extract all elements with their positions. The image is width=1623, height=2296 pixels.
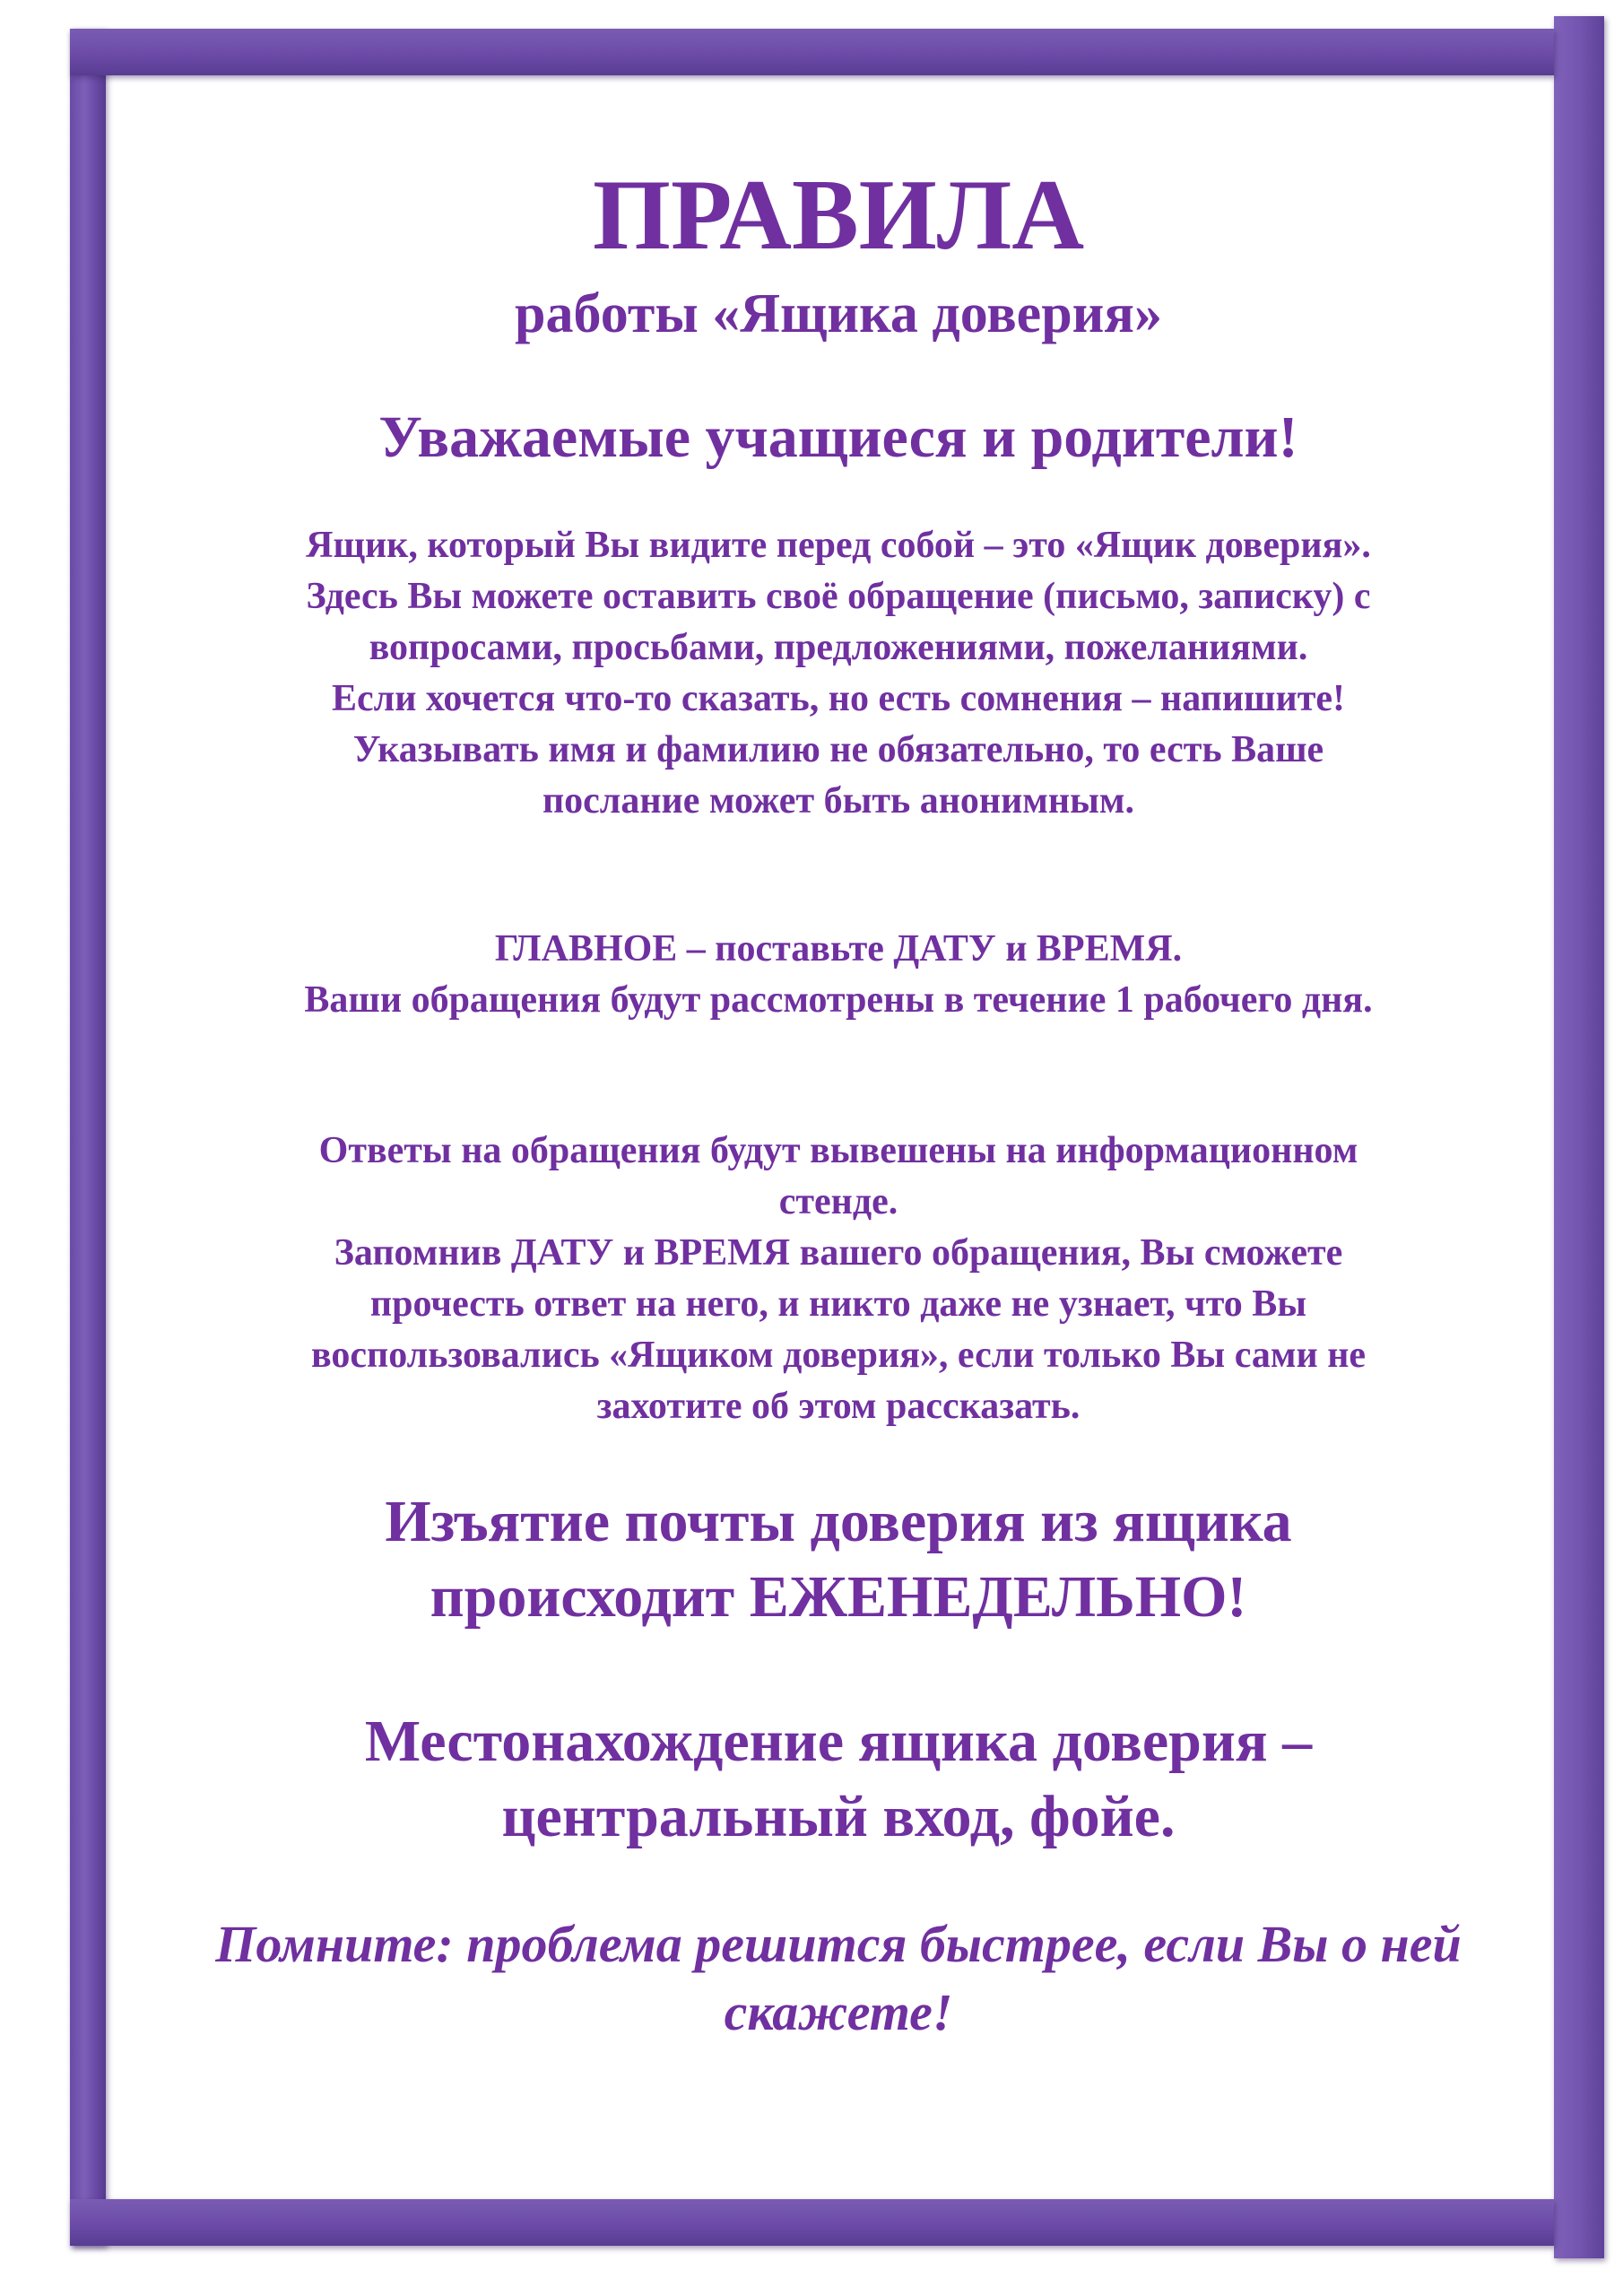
answers-line: Запомнив ДАТУ и ВРЕМЯ вашего обращения, Вы сможете: [334, 1232, 1343, 1274]
collection-line: Изъятие почты доверия из ящика: [385, 1489, 1292, 1554]
main-rule-line: ГЛАВНОЕ – поставьте ДАТУ и ВРЕМЯ.: [494, 928, 1183, 970]
collection-notice: [135, 1484, 1542, 1635]
frame-right-bar: [1554, 16, 1604, 2258]
answers-line: прочесть ответ на него, и никто даже не узнает, что Вы: [369, 1283, 1307, 1325]
answers-line: воспользовались «Ящиком доверия», если только Вы сами не: [310, 1335, 1367, 1376]
answers-line: захотите об этом рассказать.: [596, 1386, 1081, 1427]
frame-bottom-bar: [70, 2199, 1554, 2246]
poster-title: ПРАВИЛА: [592, 160, 1085, 271]
poster-subtitle: работы «Ящика доверия»: [515, 283, 1162, 344]
intro-line: Ящик, который Вы видите перед собой – это «Ящик доверия».: [306, 525, 1371, 566]
intro-line: вопросами, просьбами, предложениями, пожеланиями.: [369, 627, 1308, 668]
reminder-line: скажете!: [724, 1983, 953, 2041]
intro-line: Здесь Вы можете оставить своё обращение (письмо, записку) с: [306, 576, 1371, 617]
intro-paragraph: [135, 520, 1542, 827]
main-rule-line: Ваши обращения будут рассмотрены в течение 1 рабочего дня.: [304, 979, 1373, 1021]
intro-line: Если хочется что-то сказать, но есть сомнения – напишите!: [332, 678, 1345, 719]
answers-line: стенде.: [778, 1181, 898, 1222]
frame-left-bar: [70, 29, 106, 2246]
collection-line: происходит ЕЖЕНЕДЕЛЬНО!: [430, 1564, 1247, 1630]
main-rule-paragraph: [135, 924, 1542, 1026]
location-line: Местонахождение ящика доверия –: [364, 1709, 1313, 1774]
intro-line: Указывать имя и фамилию не обязательно, то есть Ваше: [352, 729, 1324, 770]
location-notice: [135, 1704, 1542, 1855]
answers-line: Ответы на обращения будут вывешены на информационном: [318, 1130, 1358, 1171]
location-line: центральный вход, фойе.: [501, 1784, 1176, 1849]
greeting: Уважаемые учащиеся и родители!: [378, 404, 1298, 470]
frame-top-bar: [70, 29, 1554, 75]
reminder-line: Помните: проблема решится быстрее, если Вы о ней: [215, 1915, 1462, 1973]
answers-paragraph: [135, 1126, 1542, 1432]
reminder-note: [135, 1910, 1542, 2047]
intro-line: послание может быть анонимным.: [542, 780, 1135, 822]
